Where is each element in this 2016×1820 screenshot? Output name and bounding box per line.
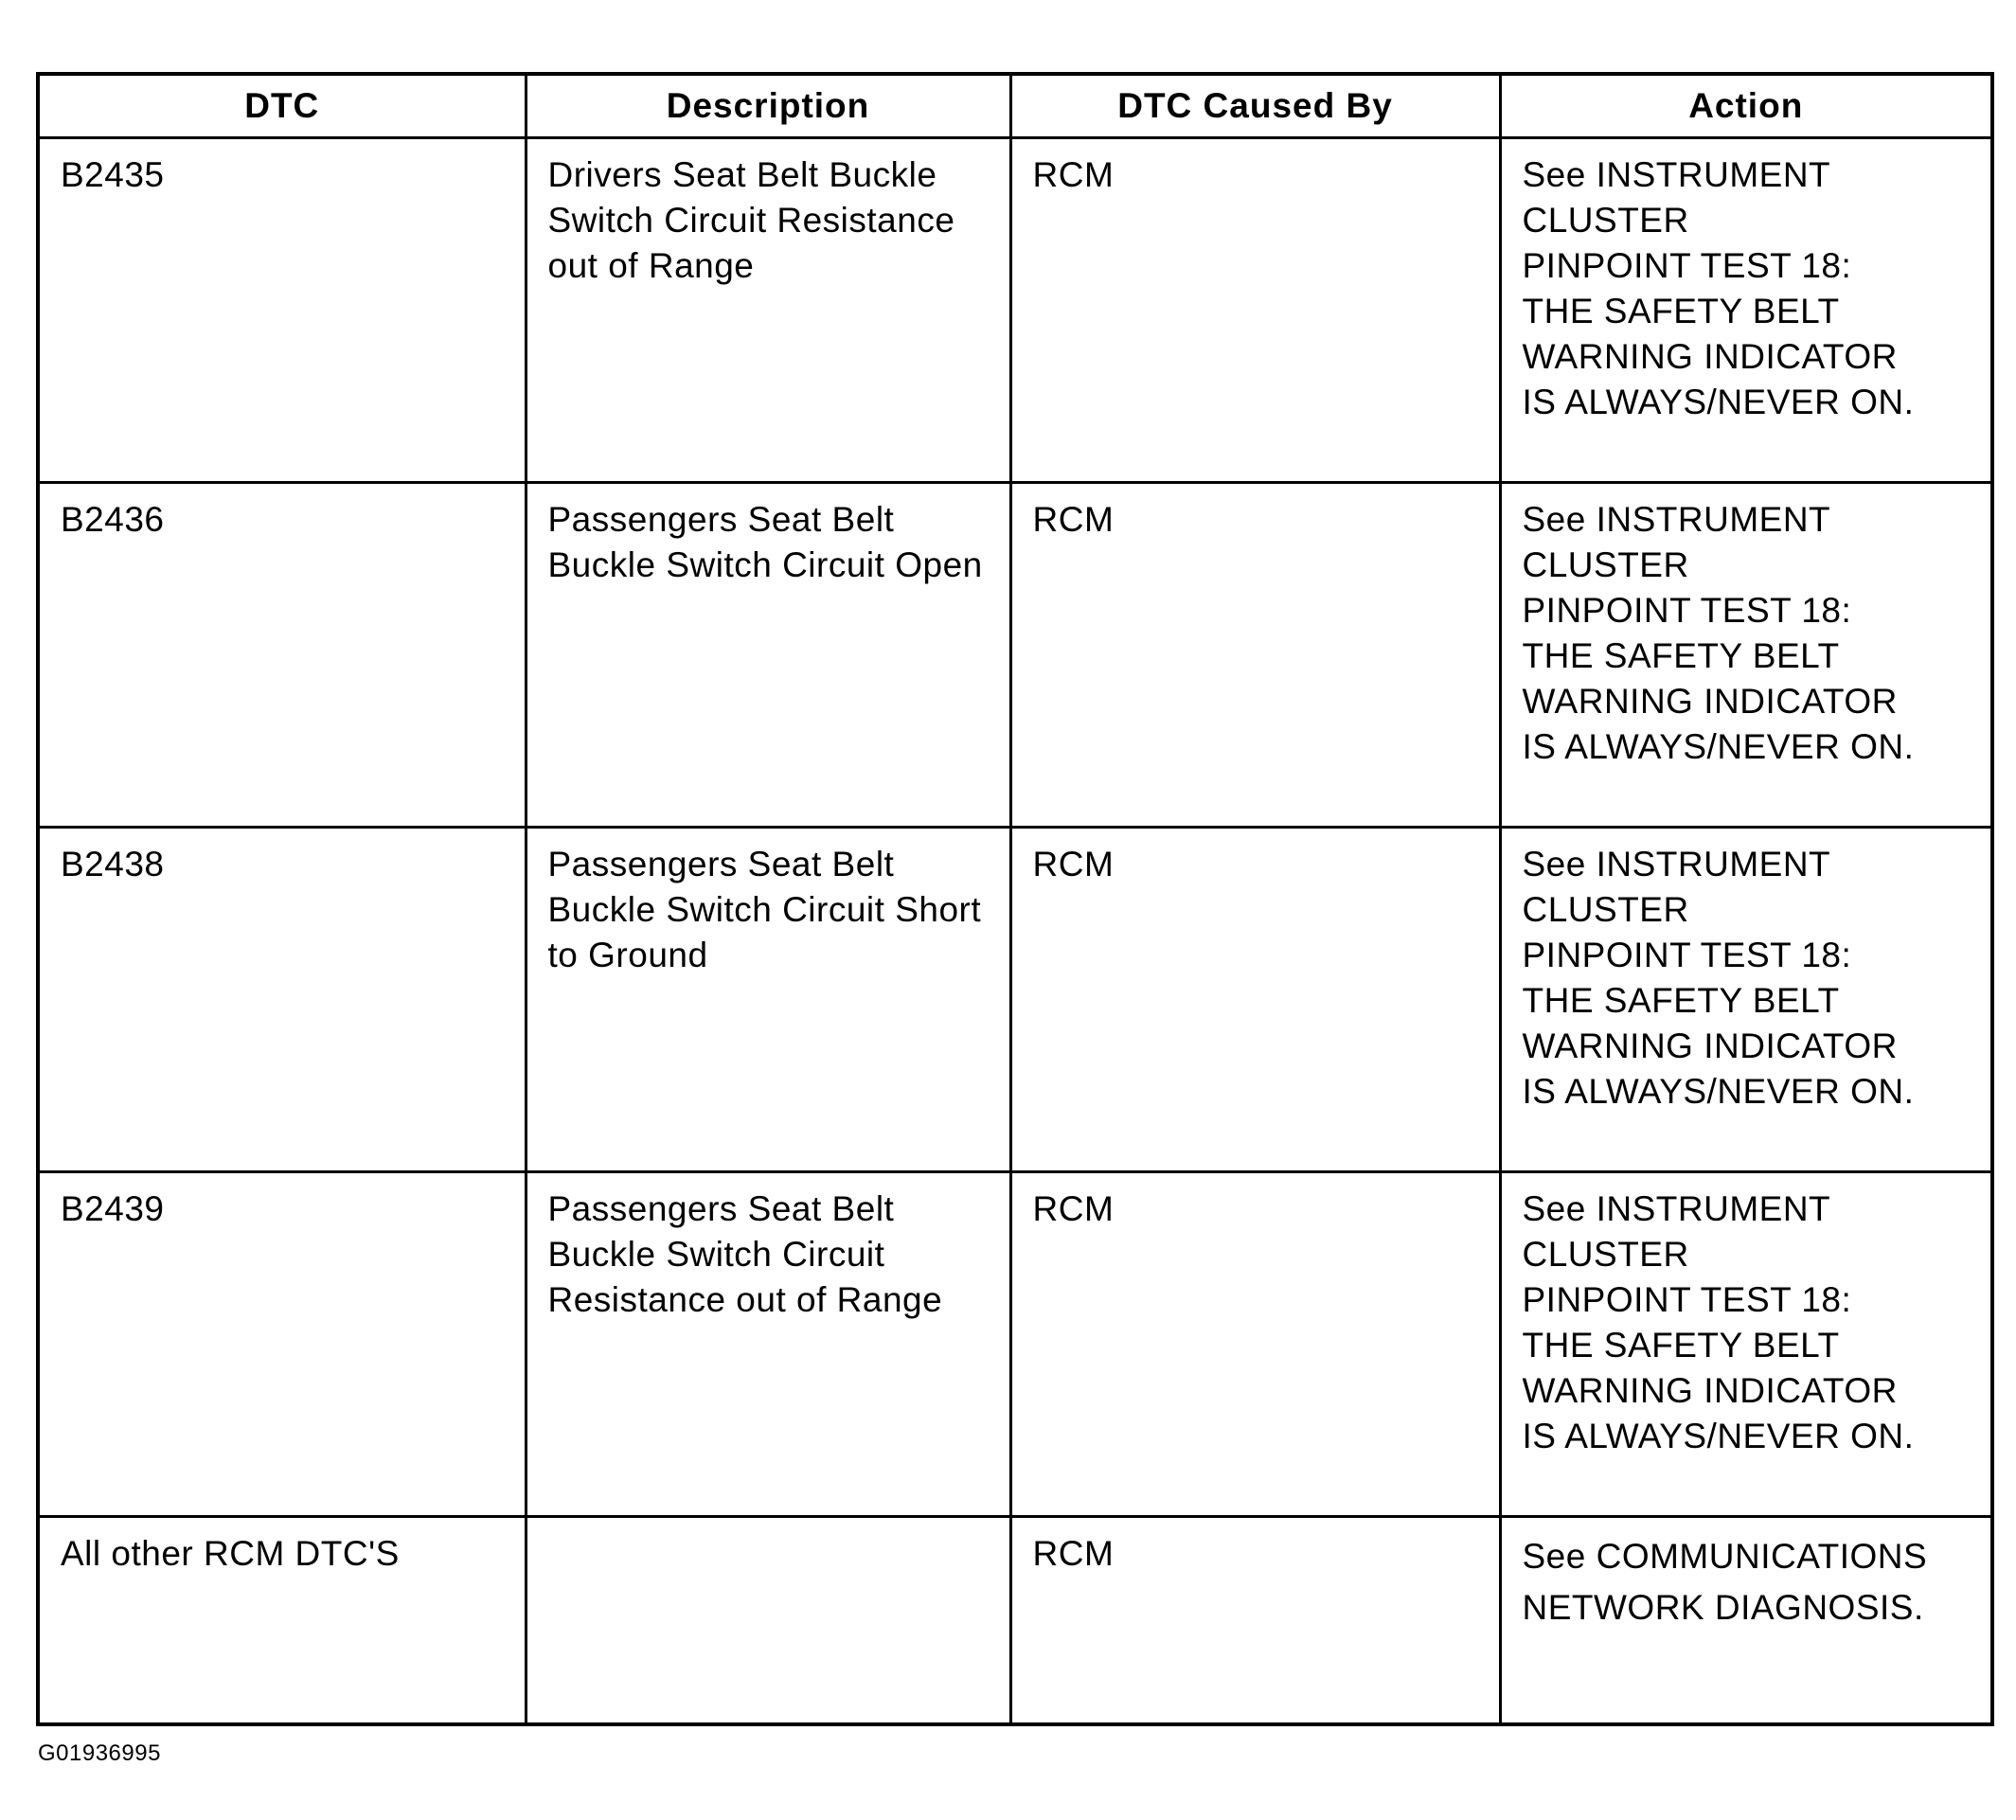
table-row (38, 483, 1992, 828)
dtc-action: See INSTRUMENT CLUSTER PINPOINT TEST 18: THE SAFETY BELT WARNING INDICATOR IS ALWAYS/NEVER ON. (1500, 1172, 1992, 1517)
dtc-code: B2436 (38, 483, 526, 828)
header-dtc: DTC (38, 74, 526, 138)
dtc-caused-by: RCM (1010, 138, 1500, 483)
dtc-description: Passengers Seat Belt Buckle Switch Circuit Short to Ground (526, 828, 1010, 1172)
dtc-code: B2439 (38, 1172, 526, 1517)
table-row (38, 138, 1992, 483)
header-dtc-caused-by: DTC Caused By (1010, 74, 1500, 138)
dtc-description: Passengers Seat Belt Buckle Switch Circuit Resistance out of Range (526, 1172, 1010, 1517)
dtc-action: See INSTRUMENT CLUSTER PINPOINT TEST 18: THE SAFETY BELT WARNING INDICATOR IS ALWAYS/NEVER ON. (1500, 828, 1992, 1172)
dtc-description (526, 1517, 1010, 1725)
dtc-table (36, 72, 1994, 1726)
dtc-action: See INSTRUMENT CLUSTER PINPOINT TEST 18: THE SAFETY BELT WARNING INDICATOR IS ALWAYS/NEVER ON. (1500, 138, 1992, 483)
table-header-row (38, 74, 1992, 138)
figure-id: G01936995 (38, 1740, 161, 1766)
dtc-action: See COMMUNICATIONS NETWORK DIAGNOSIS. (1500, 1517, 1992, 1725)
header-description: Description (526, 74, 1010, 138)
table-row (38, 1172, 1992, 1517)
dtc-code: All other RCM DTC'S (38, 1517, 526, 1725)
header-action: Action (1500, 74, 1992, 138)
table-row (38, 1517, 1992, 1725)
dtc-description: Drivers Seat Belt Buckle Switch Circuit Resistance out of Range (526, 138, 1010, 483)
dtc-caused-by: RCM (1010, 1172, 1500, 1517)
dtc-caused-by: RCM (1010, 828, 1500, 1172)
table-row (38, 828, 1992, 1172)
dtc-action: See INSTRUMENT CLUSTER PINPOINT TEST 18: THE SAFETY BELT WARNING INDICATOR IS ALWAYS/NEVER ON. (1500, 483, 1992, 828)
dtc-caused-by: RCM (1010, 483, 1500, 828)
dtc-description: Passengers Seat Belt Buckle Switch Circuit Open (526, 483, 1010, 828)
dtc-caused-by: RCM (1010, 1517, 1500, 1725)
dtc-code: B2435 (38, 138, 526, 483)
dtc-code: B2438 (38, 828, 526, 1172)
